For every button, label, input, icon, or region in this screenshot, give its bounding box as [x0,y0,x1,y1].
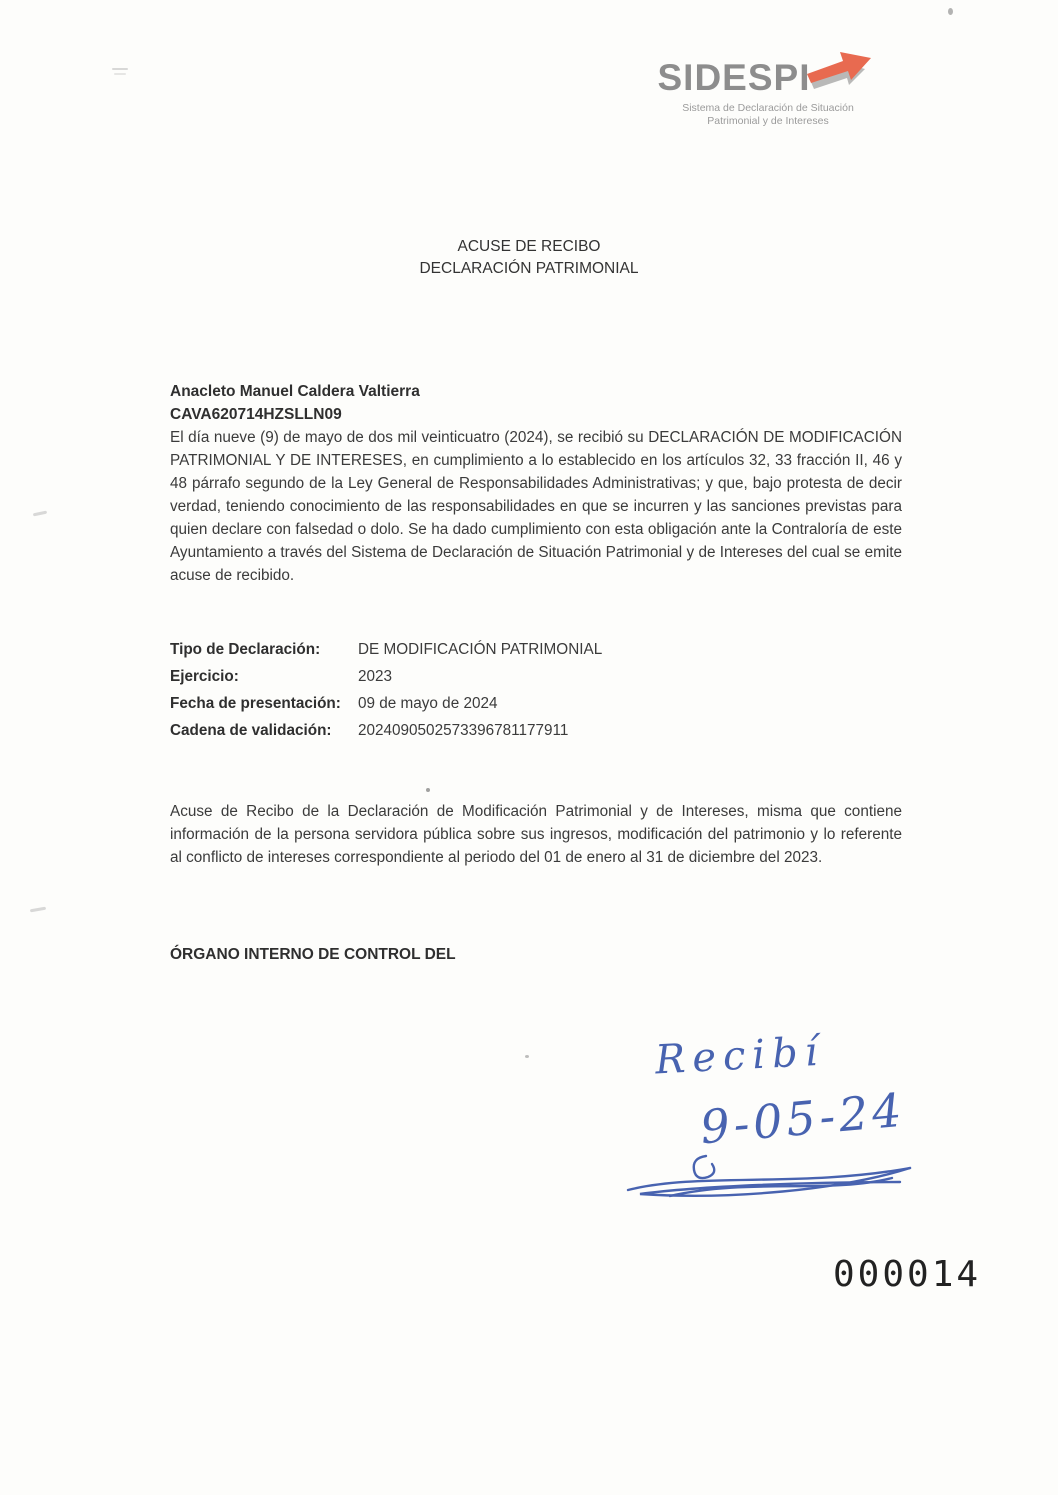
logo-subtitle-line1: Sistema de Declaración de Situación [682,102,854,114]
recipient-id: CAVA620714HZSLLN09 [170,406,342,423]
signature-scribble [610,1138,930,1208]
declaration-fields [170,641,902,749]
field-row-tipo [170,641,902,659]
handwritten-date: 9-05-24 [698,1082,908,1155]
field-label: Tipo de Declaración: [170,641,321,658]
field-value: 2023 [358,668,393,685]
field-label: Fecha de presentación: [170,695,341,712]
handwritten-recibi: Recibí [653,1028,826,1084]
title-line2: DECLARACIÓN PATRIMONIAL [419,260,639,277]
scan-artifact [525,1055,529,1058]
scan-artifact [112,68,128,70]
body-paragraph: El día nueve (9) de mayo de dos mil veinticuatro (2024), se recibió su DECLARACIÓN DE MODIFICACIÓN PATRIMONIAL Y DE INTERESES, en cumplimiento a lo establecido en los artículos 32, 33 fracción II, 46 y 48 párrafo segundo de la Ley General de Responsabilidades Administrativas; y que, bajo protesta de decir verdad, teniendo conocimiento de las responsabilidades en que se incurren y las sanciones previstas para quien declare con falsedad o dolo. Se ha dado cumplimiento con esta obligación ante la Contraloría de este Ayuntamiento a través del Sistema de Declaración de Situación Patrimonial y de Intereses del cual se emite acuse de recibido. [170,429,902,584]
closing-paragraph: Acuse de Recibo de la Declaración de Modificación Patrimonial y de Intereses, misma que contiene información de la persona servidora pública sobre sus ingresos, modificación del patrimonio y lo referente al conflicto de intereses correspondiente al periodo del 01 de enero al 31 de diciembre del 2023. [170,803,902,866]
scan-artifact [948,8,953,15]
document-title [0,236,1058,280]
field-row-ejercicio [170,668,902,686]
logo-subtitle-line2: Patrimonial y de Intereses [707,115,829,127]
field-value: 2024090502573396781177911 [358,722,569,739]
scan-artifact [426,788,430,792]
scan-artifact [30,907,46,913]
logo-subtitle [648,102,888,128]
scan-artifact [114,73,126,75]
logo-wordmark: SIDESPI [657,57,811,98]
handwritten-receipt [600,1030,940,1213]
title-line1: ACUSE DE RECIBO [457,238,601,255]
field-row-fecha [170,695,902,713]
recipient-block [170,380,420,426]
scan-artifact [33,511,47,517]
field-value: 09 de mayo de 2024 [358,695,498,712]
folio-number: 000014 [833,1254,982,1295]
field-label: Cadena de validación: [170,722,332,739]
sidespi-logo [648,56,888,128]
field-row-cadena [170,722,902,740]
field-value: DE MODIFICACIÓN PATRIMONIAL [358,641,603,658]
field-label: Ejercicio: [170,668,239,685]
recipient-name: Anacleto Manuel Caldera Valtierra [170,383,420,400]
organ-line: ÓRGANO INTERNO DE CONTROL DEL [170,946,456,963]
arrow-icon [805,48,879,100]
